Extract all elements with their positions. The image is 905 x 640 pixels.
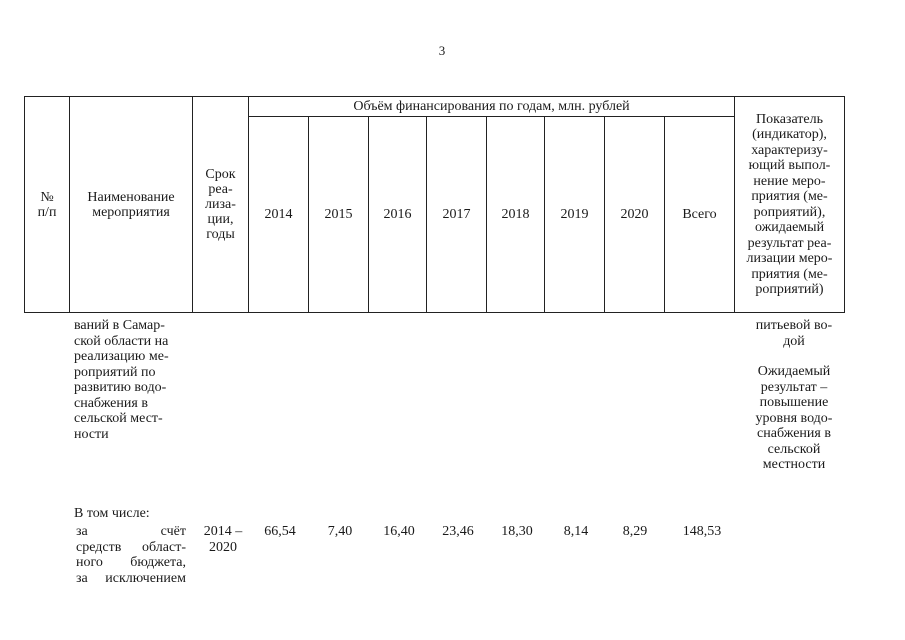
including-label: В том числе: — [74, 506, 150, 521]
header-funding-group: Объём финансирования по годам, млн. рублей — [249, 97, 735, 117]
header-year: 2020 — [605, 117, 665, 313]
row-value-2015: 7,40 — [327, 524, 353, 539]
row-value-2014: 66,54 — [264, 524, 296, 539]
row-name-line: за исключением — [76, 570, 186, 586]
expected-result-text: Ожидаемый результат – повышение уровня водо- снабжения в сельской местности — [755, 364, 833, 472]
header-year: 2018 — [487, 117, 545, 313]
header-year: 2017 — [427, 117, 487, 313]
financing-table-header — [24, 96, 845, 313]
header-num: № п/п — [25, 97, 70, 313]
header-term: Срок реа- лиза- ции, годы — [193, 97, 249, 313]
row-name-line: ного бюджета, — [76, 555, 186, 570]
row-value-2018: 18,30 — [501, 524, 533, 539]
header-year: 2014 — [249, 117, 309, 313]
header-year: 2015 — [309, 117, 369, 313]
row-name-line: средств област- — [76, 539, 186, 555]
continued-indicator-text: питьевой во- дой — [755, 318, 833, 349]
row-value-2017: 23,46 — [442, 524, 474, 539]
row-value-2019: 8,14 — [563, 524, 589, 539]
page-number: 3 — [438, 43, 446, 58]
row-value-2016: 16,40 — [383, 524, 415, 539]
continued-name-text: ваний в Самар- ской области на реализацию ме- роприятий по развитию водо- снабжения в сельской мест- ности — [74, 318, 169, 442]
row-term: 2014 – 2020 — [203, 524, 243, 555]
header-total: Всего — [665, 117, 735, 313]
row-value-2020: 8,29 — [622, 524, 648, 539]
header-year: 2016 — [369, 117, 427, 313]
row-name — [76, 524, 186, 586]
row-value-total: 148,53 — [682, 524, 722, 539]
row-name-line: за счёт — [76, 524, 186, 539]
header-indicator: Показатель (индикатор), характеризу- ющий выпол- нение меро- приятия (ме- роприятий), ожидаемый результат реа- лизации меро- приятия (ме- роприятий) — [735, 97, 845, 313]
header-name: Наименование мероприятия — [70, 97, 193, 313]
header-year: 2019 — [545, 117, 605, 313]
